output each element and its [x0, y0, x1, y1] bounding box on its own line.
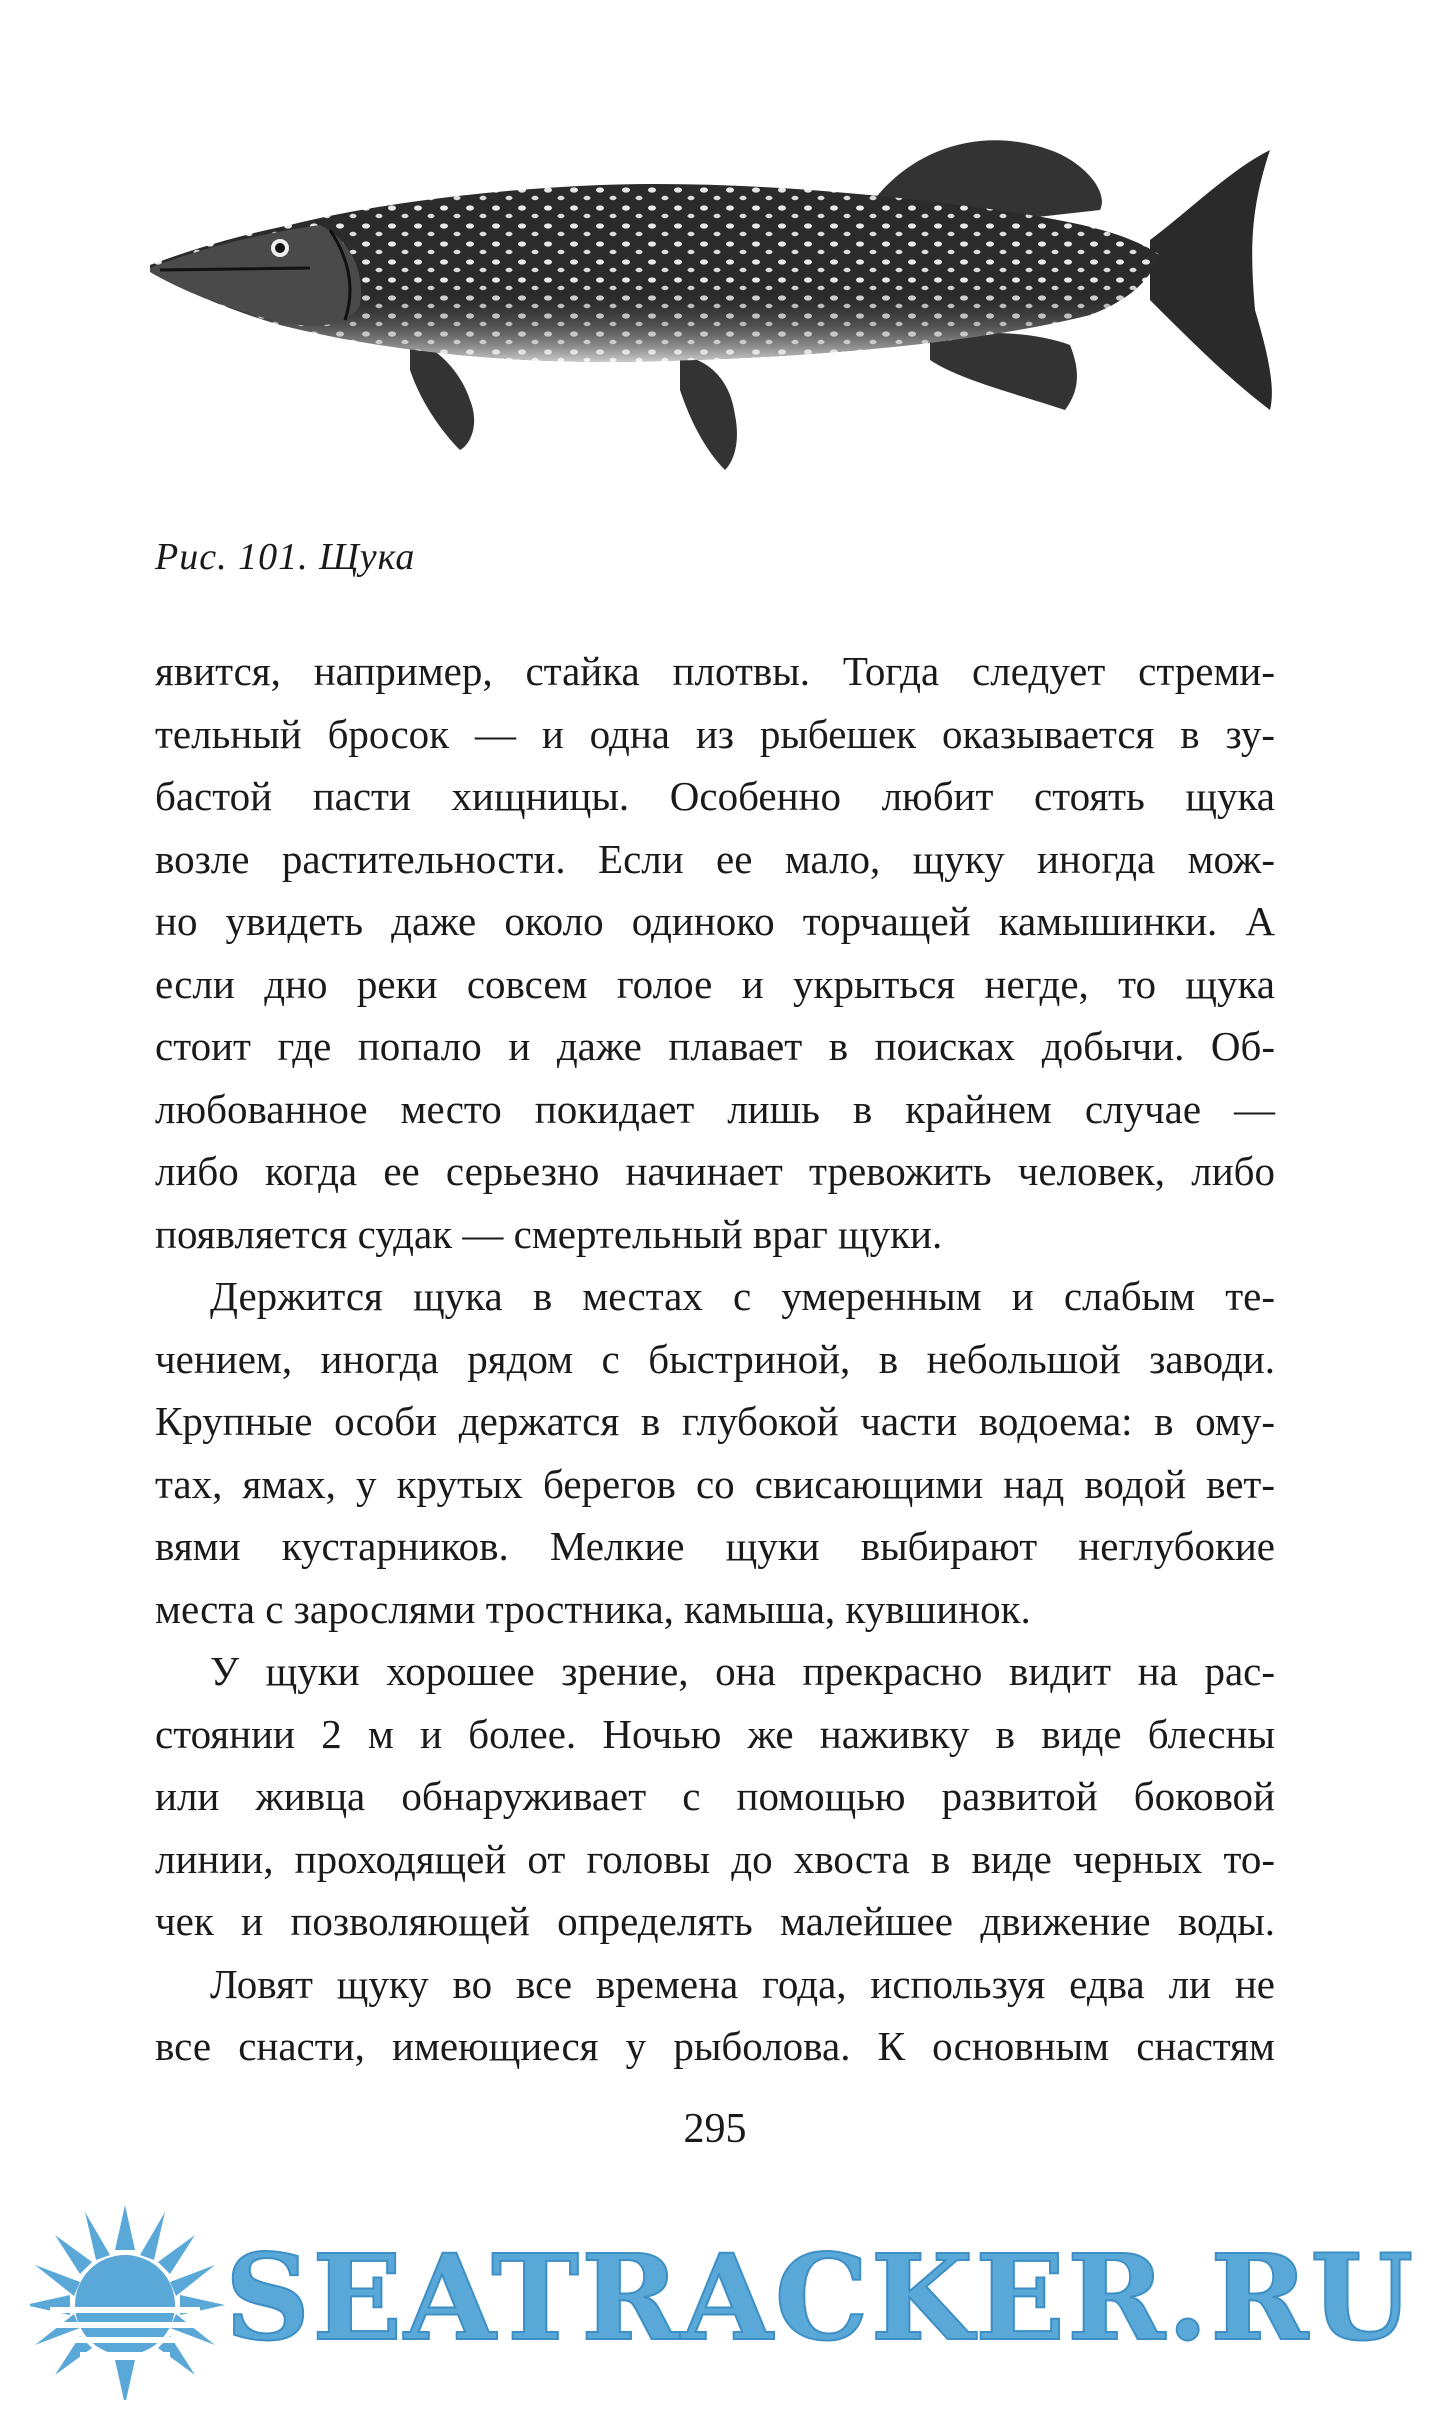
text-line: если дно реки совсем голое и укрыться негде, то щука [155, 960, 1275, 1007]
page-number: 295 [683, 2106, 747, 2152]
paragraph-4 [155, 1953, 1275, 2078]
text-line: Держится щука в местах с умеренным и слабым те- [210, 1273, 1275, 1319]
text-line: линии, проходящей от головы до хвоста в виде черных то- [155, 1835, 1275, 1882]
text-line: Крупные особи держатся в глубокой части водоема: в ому- [155, 1398, 1275, 1444]
text-line: У щуки хорошее зрение, она прекрасно видит на рас- [210, 1648, 1275, 1694]
text-line: явится, например, стайка плотвы. Тогда следует стреми- [155, 648, 1275, 694]
text-line: стоит где попало и даже плавает в поисках добычи. Об- [155, 1023, 1275, 1069]
text-line: тах, ямах, у крутых берегов со свисающими над водой вет- [155, 1460, 1275, 1507]
text-line: либо когда ее серьезно начинает тревожить человек, либо [155, 1148, 1275, 1194]
text-line: чением, иногда рядом с быстриной, в небольшой заводи. [155, 1335, 1275, 1382]
text-line: вями кустарников. Мелкие щуки выбирают неглубокие [155, 1523, 1275, 1569]
text-line: или живца обнаруживает с помощью развитой боковой [155, 1773, 1275, 1819]
watermark-text: SEATRACKER.RU [225, 2228, 1416, 2367]
paragraph-2 [155, 1265, 1275, 1640]
text-line: чек и позволяющей определять малейшее движение воды. [155, 1898, 1275, 1944]
text-line: появляется судак — смертельный враг щуки. [155, 1210, 943, 1257]
text-line: возле растительности. Если ее мало, щуку иногда мож- [155, 835, 1275, 882]
text-line: бастой пасти хищницы. Особенно любит стоять щука [155, 773, 1275, 819]
body-text [155, 640, 1275, 2078]
text-line: Ловят щуку во все времена года, используя едва ли не [210, 1960, 1275, 2007]
figure-caption: Рис. 101. Щука [155, 536, 416, 578]
paragraph-3 [155, 1640, 1275, 1953]
text-line: места с зарослями тростника, камыша, кувшинок. [155, 1585, 1031, 1632]
text-line: стоянии 2 м и более. Ночью же наживку в виде блесны [155, 1710, 1275, 1757]
text-line: тельный бросок — и одна из рыбешек оказывается в зу- [155, 710, 1275, 757]
pike-fish-illustration [150, 130, 1280, 490]
text-line: любованное место покидает лишь в крайнем случае — [155, 1085, 1275, 1132]
text-line: все снасти, имеющиеся у рыболова. К основным снастям [155, 2023, 1275, 2069]
paragraph-1 [155, 640, 1275, 1265]
text-line: но увидеть даже около одиноко торчащей камышинки. А [155, 898, 1275, 944]
